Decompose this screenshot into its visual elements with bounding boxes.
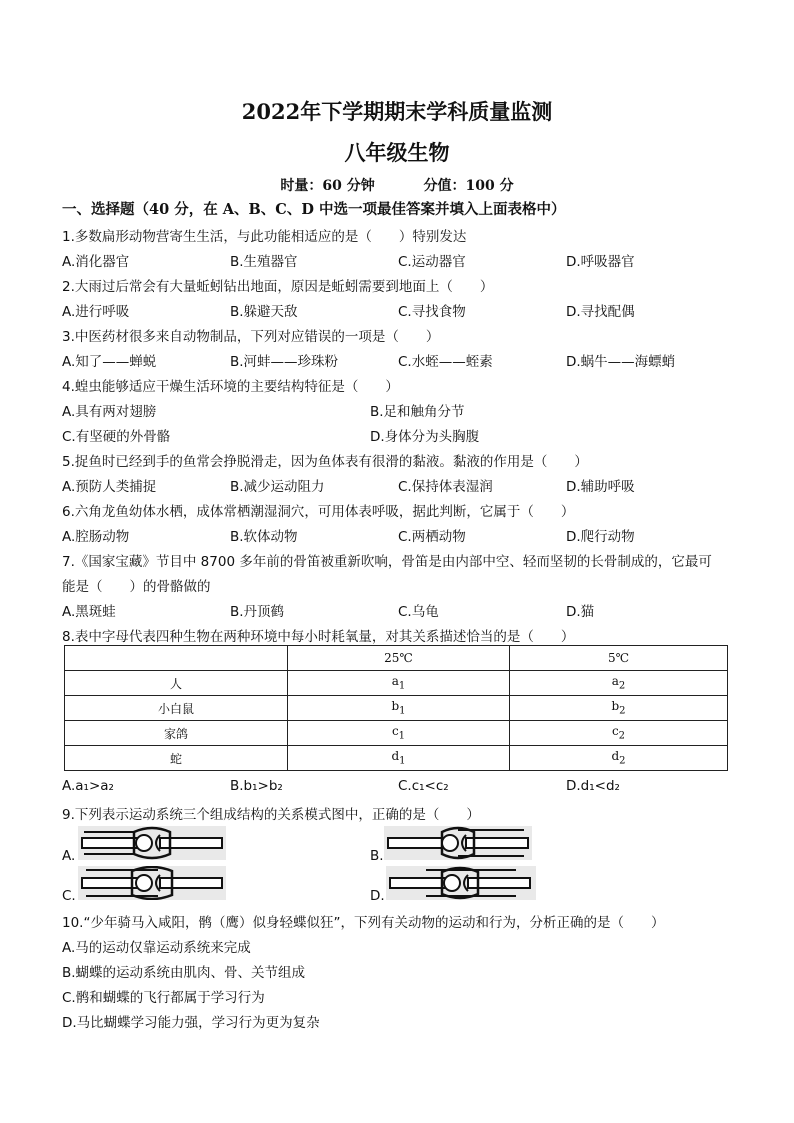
q6-option-b: B.软体动物 — [230, 529, 298, 545]
q1-option-a: A.消化器官 — [62, 254, 130, 270]
q1-option-b: B.生殖器官 — [230, 254, 298, 270]
q10-option-a: A.马的运动仅靠运动系统来完成 — [62, 940, 251, 956]
organism-cell: 人 — [65, 671, 288, 696]
exam-title: 2022年下学期期末学科质量监测 — [241, 99, 553, 124]
q4-stem: 4.蝗虫能够适应干燥生活环境的主要结构特征是（ ） — [62, 379, 399, 395]
time-limit: 时量：60 分钟 — [280, 178, 375, 194]
q8-stem: 8.表中字母代表四种生物在两种环境中每小时耗氧量，对其关系描述恰当的是（ ） — [62, 629, 575, 645]
q5-option-c: C.保持体表湿润 — [398, 479, 493, 495]
q1-stem: 1.多数扁形动物营寄生生活，与此功能相适应的是（ ）特别发达 — [62, 229, 467, 245]
total-score: 分值：100 分 — [423, 178, 514, 194]
q7-option-c: C.乌龟 — [398, 604, 439, 620]
q5-option-d: D.辅助呼吸 — [566, 479, 635, 495]
exam-subtitle: 八年级生物 — [344, 140, 450, 165]
value-cell: $d_1$ — [288, 746, 510, 771]
organism-cell: 蛇 — [65, 746, 288, 771]
value-cell: $c_2$ — [510, 721, 728, 746]
q6-option-c: C.两栖动物 — [398, 529, 466, 545]
table-header-cell: 25℃ — [288, 646, 510, 671]
table-header-cell: 5℃ — [510, 646, 728, 671]
q1-option-d: D.呼吸器官 — [566, 254, 635, 270]
table-row — [65, 721, 728, 746]
organism-cell: 家鸽 — [65, 721, 288, 746]
organism-cell: 小白鼠 — [65, 696, 288, 721]
q9-option-a: A. — [62, 848, 76, 864]
q2-option-b: B.躲避天敌 — [230, 304, 298, 320]
q5-option-a: A.预防人类捕捉 — [62, 479, 157, 495]
q3-option-b: B.河蚌——珍珠粉 — [230, 354, 339, 370]
table-header-row — [65, 646, 728, 671]
q8-option-b: B.b₁>b₂ — [230, 778, 283, 794]
table-row — [65, 671, 728, 696]
value-cell: $b_2$ — [510, 696, 728, 721]
q9-stem: 9.下列表示运动系统三个组成结构的关系模式图中，正确的是（ ） — [62, 807, 480, 823]
joint-diagram-b — [384, 826, 532, 860]
q10-stem: 10.“少年骑马入咸阳，鹘（鹰）似身轻蝶似狂”，下列有关动物的运动和行为，分析正确的是（ ） — [62, 915, 665, 931]
table-row — [65, 746, 728, 771]
q9-option-d: D. — [370, 888, 385, 904]
q10-option-b: B.蝴蝶的运动系统由肌肉、骨、关节组成 — [62, 965, 306, 981]
q9-option-b: B. — [370, 848, 384, 864]
q4-option-b: B.足和触角分节 — [370, 404, 465, 420]
value-cell: $a_2$ — [510, 671, 728, 696]
q2-option-d: D.寻找配偶 — [566, 304, 635, 320]
q6-option-d: D.爬行动物 — [566, 529, 635, 545]
joint-diagram-d — [386, 866, 536, 900]
q5-option-b: B.减少运动阻力 — [230, 479, 325, 495]
value-cell: $a_1$ — [288, 671, 510, 696]
value-cell: $d_2$ — [510, 746, 728, 771]
q7-option-b: B.丹顶鹤 — [230, 604, 285, 620]
q8-option-a: A.a₁>a₂ — [62, 778, 114, 794]
oxygen-consumption-table — [64, 645, 728, 771]
q10-option-d: D.马比蝴蝶学习能力强，学习行为更为复杂 — [62, 1015, 320, 1031]
exam-meta — [0, 175, 794, 195]
q9-option-c: C. — [62, 888, 76, 904]
q4-option-c: C.有坚硬的外骨骼 — [62, 429, 171, 445]
value-cell: $c_1$ — [288, 721, 510, 746]
q1-option-c: C.运动器官 — [398, 254, 466, 270]
value-cell: $b_1$ — [288, 696, 510, 721]
q6-option-a: A.腔肠动物 — [62, 529, 130, 545]
q7-stem-line2: 能是（ ）的骨骼做的 — [62, 579, 211, 595]
joint-diagram-a — [78, 826, 226, 860]
joint-diagram-c — [78, 866, 226, 900]
q7-option-d: D.猫 — [566, 604, 595, 620]
q7-stem-line1: 7.《国家宝藏》节目中 8700 多年前的骨笛被重新吹响，骨笛是由内部中空、轻而坚韧的长骨制成的，它最可 — [62, 554, 712, 570]
q3-option-d: D.蜗牛——海螵蛸 — [566, 354, 676, 370]
q3-option-c: C.水蛭——蛭素 — [398, 354, 493, 370]
q2-option-c: C.寻找食物 — [398, 304, 466, 320]
q4-option-a: A.具有两对翅膀 — [62, 404, 157, 420]
table-row — [65, 696, 728, 721]
q8-option-c: C.c₁<c₂ — [398, 778, 449, 794]
q3-stem: 3.中医药材很多来自动物制品，下列对应错误的一项是（ ） — [62, 329, 440, 345]
q7-option-a: A.黑斑蛙 — [62, 604, 116, 620]
q5-stem: 5.捉鱼时已经到手的鱼常会挣脱滑走，因为鱼体表有很滑的黏液。黏液的作用是（ ） — [62, 454, 588, 470]
q3-option-a: A.知了——蝉蜕 — [62, 354, 157, 370]
q10-option-c: C.鹘和蝴蝶的飞行都属于学习行为 — [62, 990, 265, 1006]
q4-option-d: D.身体分为头胸腹 — [370, 429, 480, 445]
q6-stem: 6.六角龙鱼幼体水栖，成体常栖潮湿洞穴，可用体表呼吸，据此判断，它属于（ ） — [62, 504, 575, 520]
q2-stem: 2.大雨过后常会有大量蚯蚓钻出地面，原因是蚯蚓需要到地面上（ ） — [62, 279, 494, 295]
q8-option-d: D.d₁<d₂ — [566, 778, 620, 794]
table-header-cell — [65, 646, 288, 671]
section-heading: 一、选择题（40 分，在 A、B、C、D 中选一项最佳答案并填入上面表格中） — [62, 201, 566, 218]
q2-option-a: A.进行呼吸 — [62, 304, 130, 320]
